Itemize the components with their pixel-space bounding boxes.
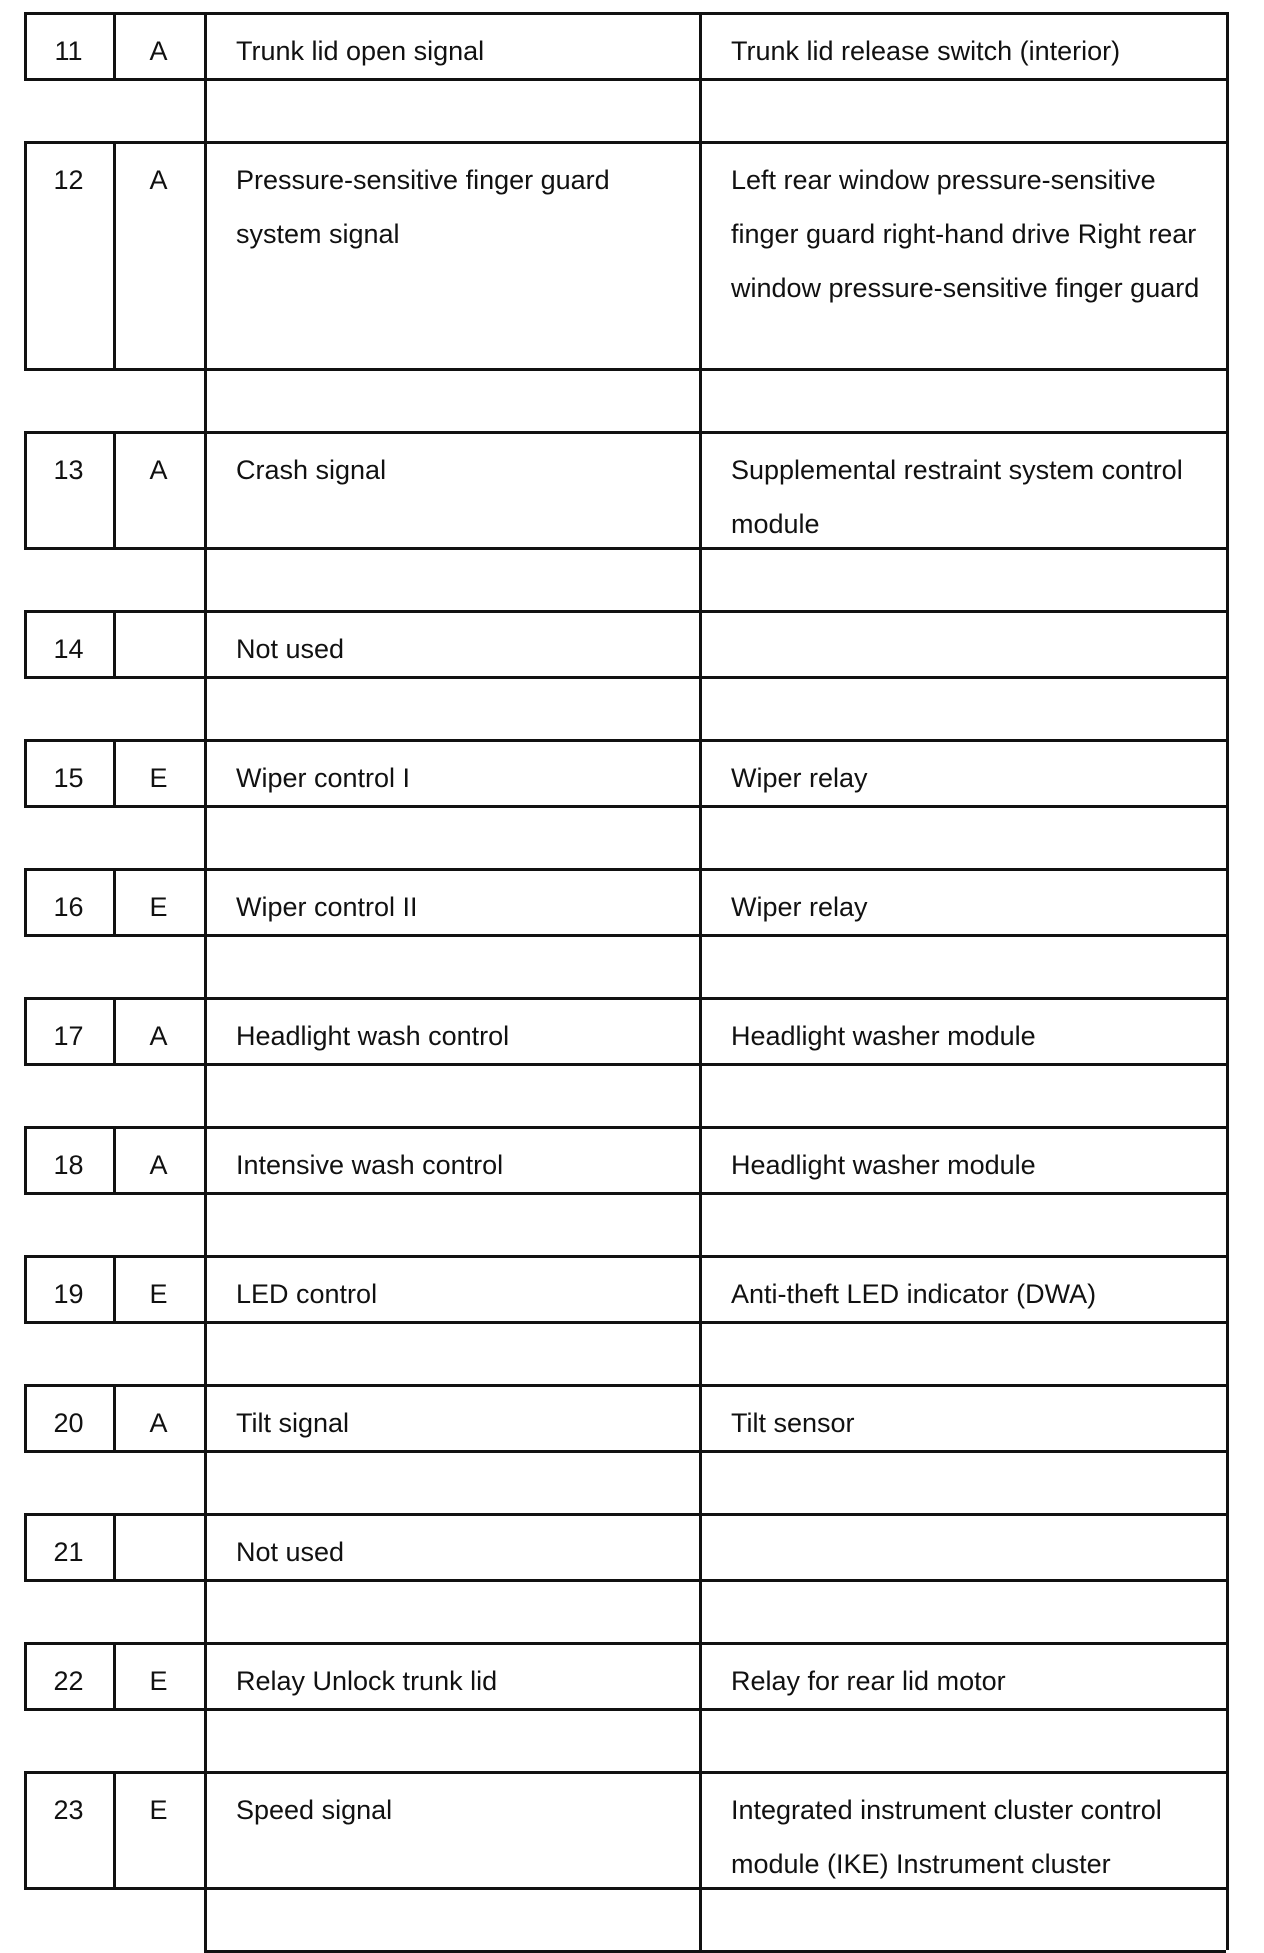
signal-function: LED control [236, 1279, 378, 1309]
io-type: E [149, 1279, 168, 1309]
pin-number: 17 [53, 1021, 84, 1051]
signal-function: Crash signal [236, 455, 387, 485]
table-rule [1226, 1887, 1229, 1950]
pin-number: 15 [53, 763, 84, 793]
table-rule [204, 1887, 207, 1950]
table-rule [1226, 1384, 1229, 1453]
signal-function: Relay Unlock trunk lid [236, 1666, 498, 1696]
pin-number: 19 [53, 1279, 84, 1309]
table-rule [1226, 868, 1229, 937]
connected-component: Headlight washer module [731, 1021, 1036, 1051]
table-rule [699, 1450, 702, 1513]
table-rule [1226, 368, 1229, 431]
connected-component: Wiper relay [731, 763, 868, 793]
io-type: A [149, 36, 168, 66]
pin-number: 16 [53, 892, 84, 922]
signal-function: Intensive wash control [236, 1150, 504, 1180]
table-rule [204, 934, 207, 997]
table-rule [1226, 610, 1229, 679]
table-rule [1226, 1321, 1229, 1384]
signal-function: Not used [236, 634, 345, 664]
io-type: E [149, 1666, 168, 1696]
connected-component: Trunk lid release switch (interior) [731, 36, 1121, 66]
table-rule [1226, 547, 1229, 610]
table-rule [699, 368, 702, 431]
table-rule [1226, 1450, 1229, 1513]
io-type: A [149, 1021, 168, 1051]
connected-component: Left rear window pressure-sensitive finger guard right-hand drive Right rear window pressure-sensitive finger guard [731, 165, 1200, 303]
table-rule [1226, 1708, 1229, 1771]
table-rule [699, 1063, 702, 1126]
io-type: E [149, 892, 168, 922]
connected-component: Wiper relay [731, 892, 868, 922]
table-rule [699, 1192, 702, 1255]
table-rule [1226, 1063, 1229, 1126]
connected-component [699, 1525, 1226, 1579]
table-rule [204, 1708, 207, 1771]
pin-number: 23 [53, 1795, 84, 1825]
pin-number: 18 [53, 1150, 84, 1180]
table-rule [204, 1450, 207, 1513]
table-rule [1226, 431, 1229, 550]
table-rule [1226, 78, 1229, 141]
pin-number: 21 [53, 1537, 84, 1567]
signal-function: Wiper control I [236, 763, 411, 793]
connected-component: Headlight washer module [731, 1150, 1036, 1180]
io-type [113, 622, 204, 676]
pin-number: 20 [53, 1408, 84, 1438]
pin-number: 13 [53, 455, 84, 485]
table-rule [1226, 1513, 1229, 1582]
connected-component [699, 622, 1226, 676]
table-rule [1226, 1192, 1229, 1255]
table-rule [1226, 1255, 1229, 1324]
table-rule [699, 1708, 702, 1771]
pin-number: 12 [53, 165, 84, 195]
table-rule [1226, 1579, 1229, 1642]
io-type: E [149, 763, 168, 793]
pin-number: 11 [54, 36, 83, 66]
table-rule [1226, 141, 1229, 371]
signal-function: Tilt signal [236, 1408, 350, 1438]
io-type: A [149, 165, 168, 195]
table-rule [699, 547, 702, 610]
table-rule [699, 78, 702, 141]
signal-function: Trunk lid open signal [236, 36, 485, 66]
table-rule [1226, 997, 1229, 1066]
signal-function: Speed signal [236, 1795, 393, 1825]
table-rule [204, 1579, 207, 1642]
connected-component: Relay for rear lid motor [731, 1666, 1006, 1696]
io-type [113, 1525, 204, 1579]
connected-component: Integrated instrument cluster control module (IKE) Instrument cluster [731, 1795, 1162, 1879]
table-rule [204, 368, 207, 431]
table-rule [699, 1887, 702, 1950]
io-type: E [149, 1795, 168, 1825]
table-rule [1226, 12, 1229, 81]
connected-component: Anti-theft LED indicator (DWA) [731, 1279, 1097, 1309]
table-rule [1226, 676, 1229, 739]
table-rule [1226, 1126, 1229, 1195]
io-type: A [149, 1150, 168, 1180]
pin-number: 22 [53, 1666, 84, 1696]
table-rule [699, 1321, 702, 1384]
table-rule [699, 676, 702, 739]
table-rule [699, 934, 702, 997]
table-rule [1226, 1771, 1229, 1890]
connected-component: Tilt sensor [731, 1408, 855, 1438]
connected-component: Supplemental restraint system control module [731, 455, 1183, 539]
signal-function: Wiper control II [236, 892, 418, 922]
table-rule [1226, 739, 1229, 808]
table-rule [204, 547, 207, 610]
table-rule [204, 805, 207, 868]
table-rule [699, 1579, 702, 1642]
table-rule [204, 78, 207, 141]
table-rule [699, 805, 702, 868]
io-type: A [149, 1408, 168, 1438]
table-rule [1226, 805, 1229, 868]
io-type: A [149, 455, 168, 485]
table-rule [204, 1192, 207, 1255]
signal-function: Headlight wash control [236, 1021, 510, 1051]
signal-function: Pressure-sensitive finger guard system signal [236, 165, 610, 249]
table-rule [1226, 934, 1229, 997]
pin-number: 14 [53, 634, 84, 664]
table-rule [204, 1321, 207, 1384]
signal-function: Not used [236, 1537, 345, 1567]
table-rule [1226, 1642, 1229, 1711]
table-rule [204, 1063, 207, 1126]
table-rule [204, 676, 207, 739]
